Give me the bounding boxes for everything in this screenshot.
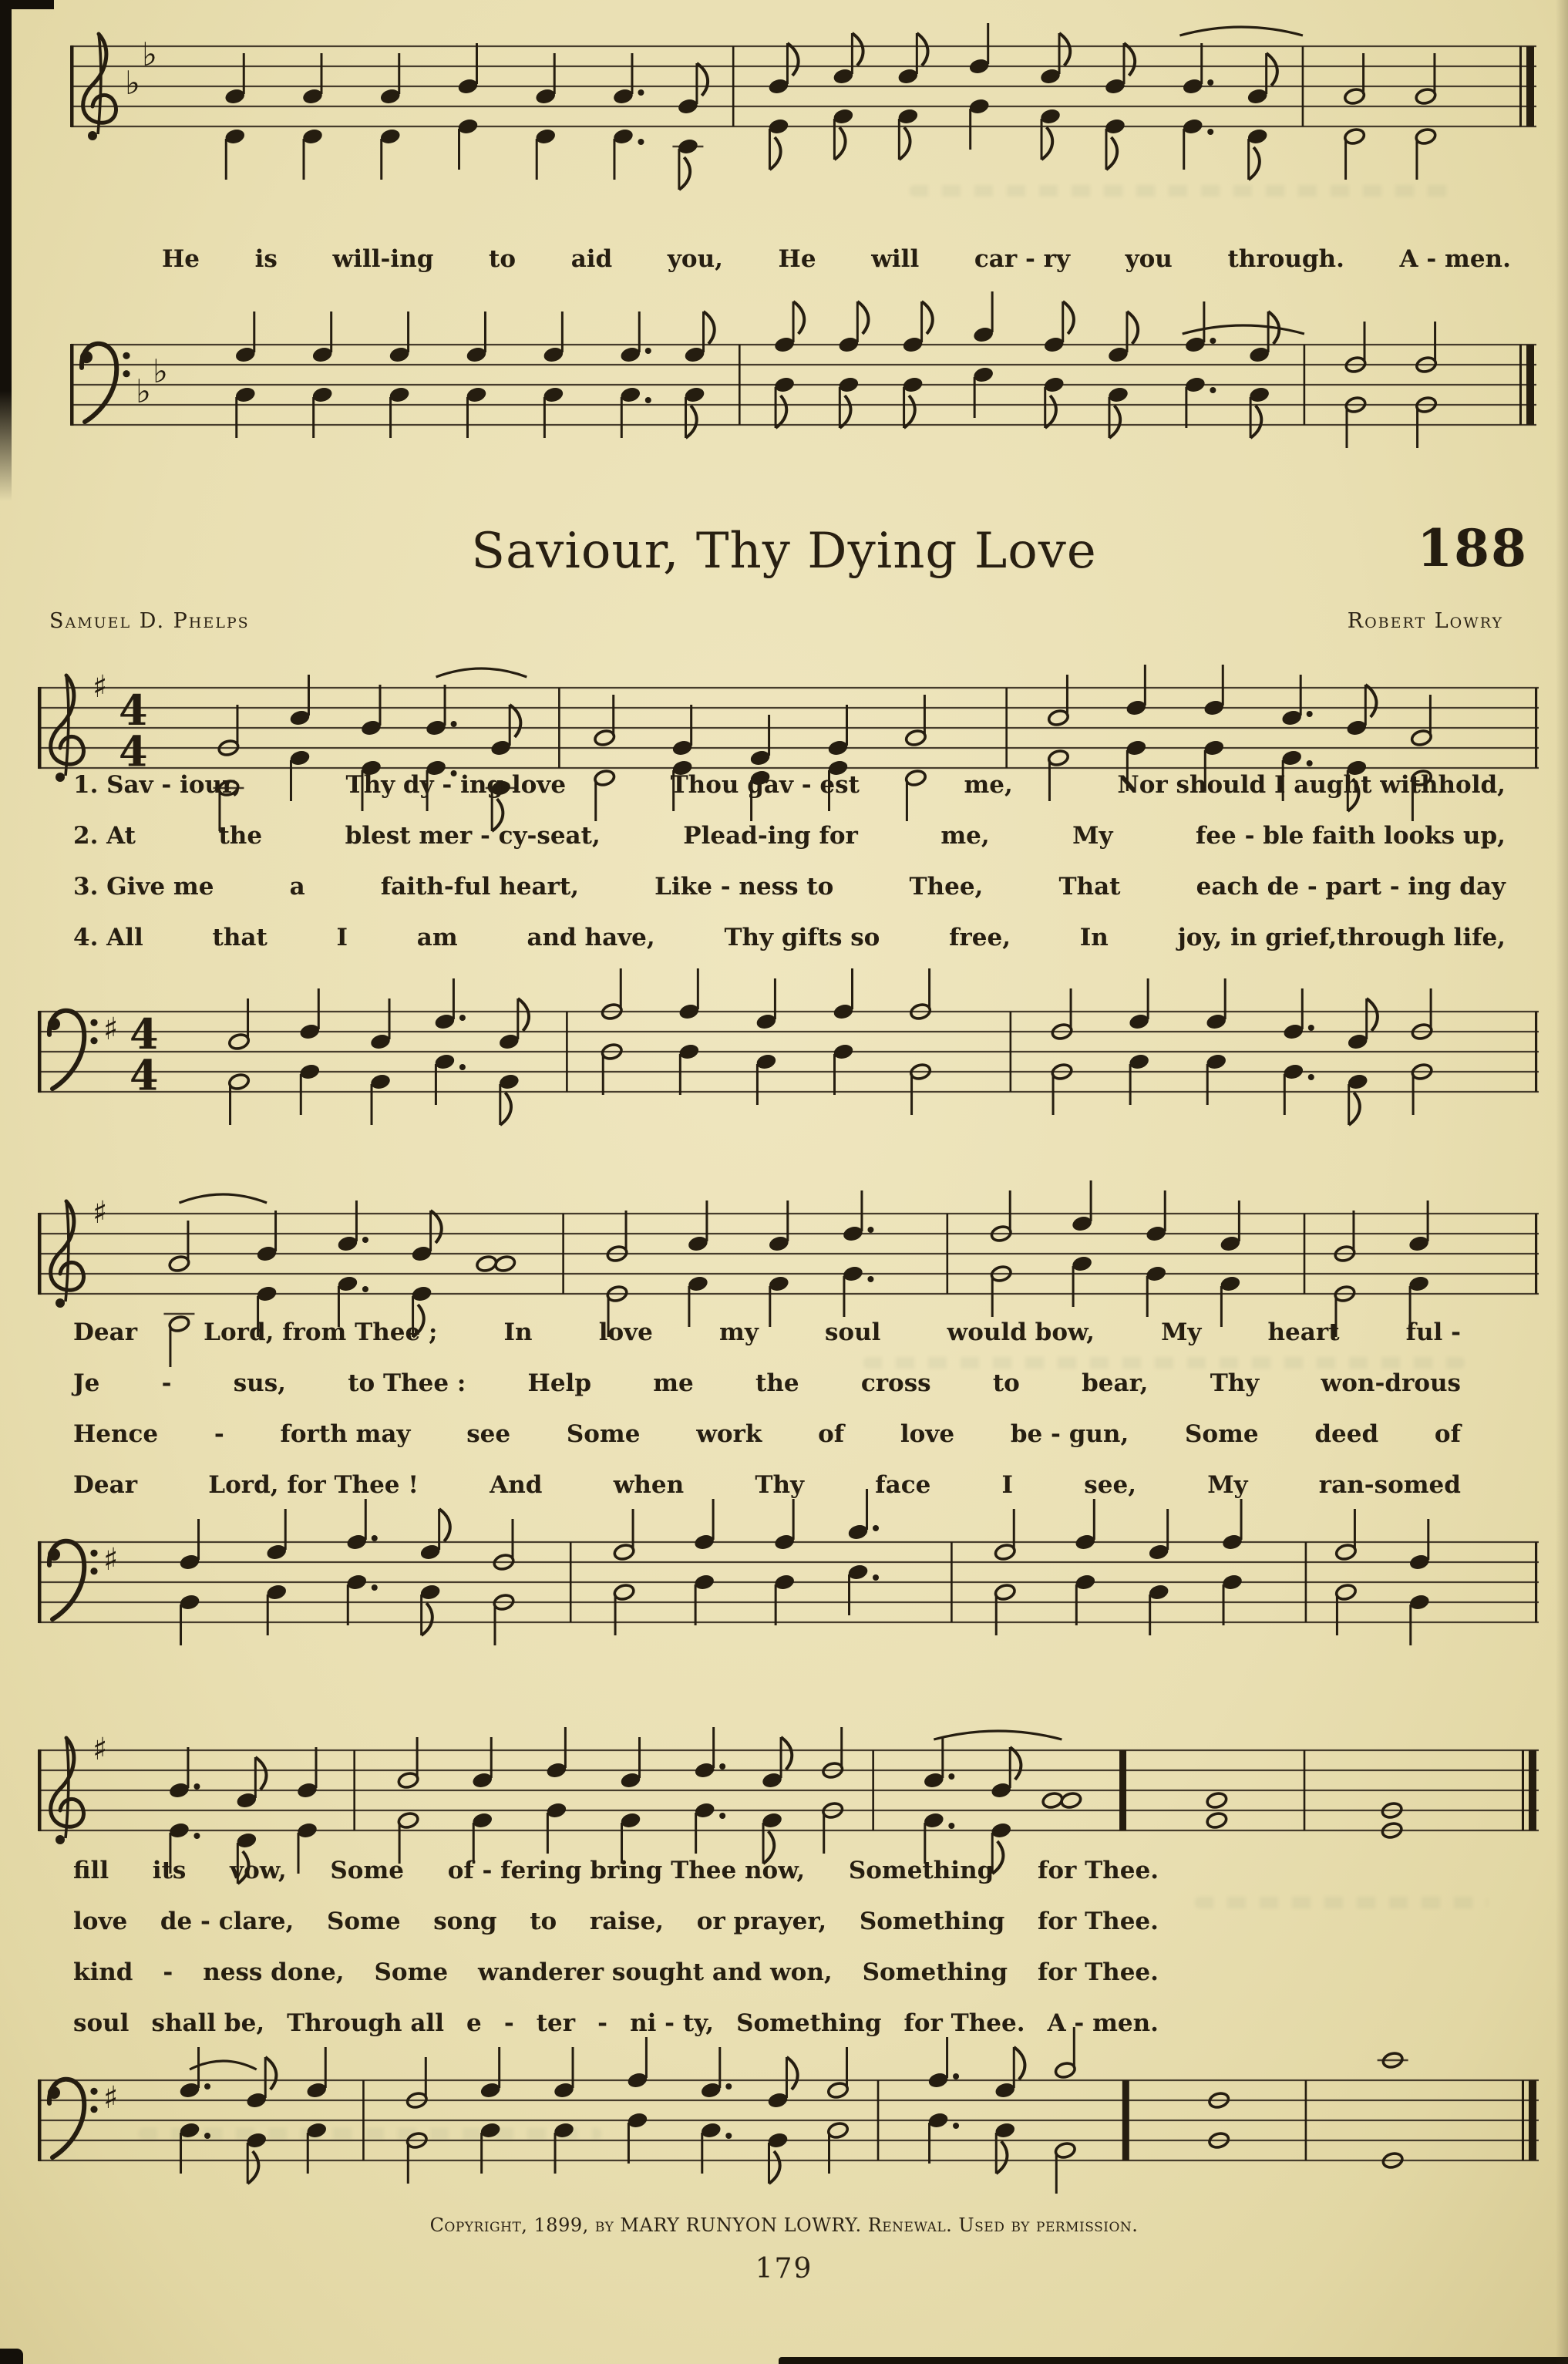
lyric-word: Lord, for Thee ! bbox=[208, 1471, 419, 1499]
svg-text:4: 4 bbox=[130, 1050, 159, 1100]
verse-line-1 bbox=[73, 1857, 1159, 1884]
bleed-through-artifact bbox=[910, 185, 1449, 197]
lyric-word: Thy bbox=[755, 1471, 805, 1499]
lyric-word: and have, bbox=[527, 924, 655, 951]
lyric-word: Through all bbox=[287, 2009, 444, 2037]
lyric-word: me, bbox=[964, 771, 1013, 799]
scan-edge-left bbox=[0, 0, 12, 501]
lyric-word: Thy dy - ing love bbox=[345, 771, 567, 799]
lyric-word: soul bbox=[824, 1318, 881, 1346]
svg-text:♯: ♯ bbox=[93, 1195, 108, 1231]
scan-edge-bottom-right bbox=[779, 2357, 1568, 2364]
lyric-word: the bbox=[218, 822, 263, 850]
lyric-word: In bbox=[503, 1318, 533, 1346]
lyric-word: 2. At bbox=[73, 822, 136, 850]
lyric-word: would bow, bbox=[947, 1318, 1095, 1346]
lyric-word: a bbox=[289, 873, 305, 901]
verse-block-1 bbox=[73, 771, 1506, 975]
lyric-word: love bbox=[900, 1420, 955, 1448]
lyric-word: Some bbox=[326, 1908, 401, 1935]
lyric-word: raise, bbox=[589, 1908, 665, 1935]
lyric-word: And bbox=[490, 1471, 543, 1499]
lyric-word: for Thee. bbox=[1037, 1958, 1159, 1986]
lyric-word: Je bbox=[73, 1369, 100, 1397]
lyric-word: Thy gifts so bbox=[724, 924, 880, 951]
verse-line-4 bbox=[73, 1471, 1461, 1499]
lyric-word: Thou gav - est bbox=[670, 771, 860, 799]
lyric-word: fee - ble faith looks up, bbox=[1196, 822, 1506, 850]
verse-line-4 bbox=[73, 924, 1506, 951]
lyric-word: to bbox=[992, 1369, 1020, 1397]
system1-bass-staff bbox=[37, 973, 1540, 1139]
lyric-word: Dear bbox=[73, 1471, 138, 1499]
lyric-word: Help bbox=[527, 1369, 591, 1397]
svg-text:♯: ♯ bbox=[103, 2080, 119, 2116]
system3-treble-staff bbox=[37, 1709, 1540, 1874]
lyric-word: Some bbox=[1185, 1420, 1259, 1448]
lyric-word: my bbox=[719, 1318, 759, 1346]
lyric-word: My bbox=[1207, 1471, 1248, 1499]
lyric-word: ness done, bbox=[203, 1958, 345, 1986]
hymn-title: Saviour, Thy Dying Love bbox=[471, 523, 1097, 580]
lyric-word: I bbox=[1001, 1471, 1014, 1499]
verse-line-1 bbox=[73, 771, 1506, 799]
lyric-word: Something bbox=[859, 1908, 1005, 1935]
verse-line-3 bbox=[73, 1420, 1461, 1448]
verse-line-3 bbox=[73, 1958, 1159, 1986]
lyric-word: be - gun, bbox=[1010, 1420, 1129, 1448]
lyric-word: soul bbox=[73, 2009, 130, 2037]
lyric-word: 3. Give me bbox=[73, 873, 214, 901]
verse-line-2 bbox=[73, 822, 1506, 850]
lyric-word: e bbox=[466, 2009, 482, 2037]
system3-bass-staff bbox=[37, 2042, 1540, 2211]
svg-text:♯: ♯ bbox=[103, 1542, 119, 1578]
lyric-word: Hence bbox=[73, 1420, 159, 1448]
lyric-word: see, bbox=[1084, 1471, 1136, 1499]
lyric-word: - bbox=[163, 1958, 173, 1986]
lyric-word: for Thee. bbox=[1037, 1908, 1159, 1935]
system2-treble-staff bbox=[37, 1172, 1540, 1338]
lyric-word: love bbox=[73, 1908, 128, 1935]
hymn-author: Samuel D. Phelps bbox=[49, 609, 250, 633]
lyric-word: work bbox=[696, 1420, 762, 1448]
bleed-through-artifact bbox=[1195, 1897, 1488, 1908]
lyric-word: to Thee : bbox=[348, 1369, 466, 1397]
previous-hymn-bass-staff bbox=[69, 305, 1538, 482]
scan-edge-bottom-left bbox=[0, 2349, 23, 2364]
lyric-word: of bbox=[818, 1420, 845, 1448]
page-number: 179 bbox=[755, 2253, 813, 2285]
lyric-word: wanderer sought and won, bbox=[478, 1958, 833, 1986]
lyric-word: He bbox=[778, 245, 816, 273]
lyric-word: you, bbox=[667, 245, 723, 273]
lyric-word: - bbox=[597, 2009, 608, 2037]
lyric-word: me bbox=[653, 1369, 694, 1397]
hymn-composer: Robert Lowry bbox=[1347, 609, 1503, 633]
lyric-word: heart bbox=[1267, 1318, 1340, 1346]
lyric-word: Some bbox=[566, 1420, 641, 1448]
svg-text:♯: ♯ bbox=[93, 669, 108, 705]
lyric-word: you bbox=[1125, 245, 1173, 273]
previous-hymn-treble-staff bbox=[69, 0, 1538, 181]
lyric-word: A - men. bbox=[1047, 2009, 1159, 2037]
lyric-word: bear, bbox=[1082, 1369, 1149, 1397]
lyric-word: Something bbox=[862, 1958, 1008, 1986]
lyric-word: of - fering bring Thee now, bbox=[447, 1857, 806, 1884]
lyric-word: to bbox=[530, 1908, 557, 1935]
lyric-word: - bbox=[503, 2009, 514, 2037]
lyric-word: sus, bbox=[233, 1369, 286, 1397]
svg-text:♯: ♯ bbox=[103, 1012, 119, 1047]
lyric-word: of bbox=[1434, 1420, 1461, 1448]
lyric-word: or prayer, bbox=[696, 1908, 827, 1935]
lyric-word: am bbox=[416, 924, 458, 951]
lyric-word: I bbox=[336, 924, 348, 951]
lyric-word: free, bbox=[949, 924, 1011, 951]
lyric-word: for Thee. bbox=[903, 2009, 1025, 2037]
lyric-word: that bbox=[212, 924, 268, 951]
lyric-word: is bbox=[254, 245, 278, 273]
copyright-notice: Copyright, 1899, by MARY RUNYON LOWRY. Renewal. Used by permission. bbox=[429, 2214, 1139, 2236]
lyric-word: cross bbox=[860, 1369, 931, 1397]
lyric-word: when bbox=[613, 1471, 685, 1499]
lyric-word: car - ry bbox=[974, 245, 1070, 273]
lyric-word: Something bbox=[848, 1857, 994, 1884]
lyric-word: fill bbox=[73, 1857, 109, 1884]
hymn-number: 188 bbox=[1417, 518, 1528, 578]
lyric-word: deed bbox=[1314, 1420, 1379, 1448]
lyric-word: Some bbox=[374, 1958, 449, 1986]
svg-text:4: 4 bbox=[119, 685, 148, 736]
lyric-word: 1. Sav - iour, bbox=[73, 771, 241, 799]
verse-line-2 bbox=[73, 1369, 1461, 1397]
lyric-word: forth may bbox=[280, 1420, 411, 1448]
lyric-word: Dear bbox=[73, 1318, 138, 1346]
lyric-word: to bbox=[489, 245, 516, 273]
lyric-word: through. bbox=[1227, 245, 1344, 273]
lyric-word: 4. All bbox=[73, 924, 143, 951]
lyric-word: Plead-ing for bbox=[683, 822, 858, 850]
lyric-word: - bbox=[161, 1369, 172, 1397]
lyric-word: He bbox=[162, 245, 200, 273]
lyric-word: kind bbox=[73, 1958, 133, 1986]
lyric-word: That bbox=[1058, 873, 1121, 901]
lyric-word: In bbox=[1079, 924, 1109, 951]
lyric-word: Nor should I aught withhold, bbox=[1117, 771, 1506, 799]
lyric-word: - bbox=[214, 1420, 224, 1448]
lyric-word: aid bbox=[570, 245, 613, 273]
lyric-word: Lord, from Thee ; bbox=[204, 1318, 438, 1346]
lyric-word: ter bbox=[536, 2009, 576, 2037]
lyric-word: ful - bbox=[1405, 1318, 1461, 1346]
lyric-word: blest mer - cy-seat, bbox=[345, 822, 601, 850]
previous-hymn-lyric-line bbox=[162, 245, 1511, 273]
lyric-word: My bbox=[1161, 1318, 1202, 1346]
lyric-word: me, bbox=[940, 822, 990, 850]
scan-edge-right bbox=[1556, 0, 1568, 2364]
svg-text:♭: ♭ bbox=[142, 35, 157, 73]
verse-line-1 bbox=[73, 1318, 1461, 1346]
verse-line-4 bbox=[73, 2009, 1159, 2037]
lyric-word: its bbox=[152, 1857, 187, 1884]
lyric-word: vow, bbox=[230, 1857, 287, 1884]
hymn-header bbox=[0, 518, 1568, 580]
verse-block-3 bbox=[73, 1857, 1159, 2060]
lyric-word: face bbox=[875, 1471, 931, 1499]
lyric-word: will-ing bbox=[332, 245, 434, 273]
scan-edge-top-left bbox=[0, 0, 54, 9]
lyric-word: My bbox=[1072, 822, 1113, 850]
lyric-word: Thee, bbox=[909, 873, 984, 901]
lyric-word: see bbox=[466, 1420, 511, 1448]
lyric-word: song bbox=[433, 1908, 497, 1935]
svg-text:4: 4 bbox=[119, 726, 148, 776]
lyric-word: ni - ty, bbox=[630, 2009, 715, 2037]
lyric-word: A - men. bbox=[1399, 245, 1511, 273]
lyric-word: de - clare, bbox=[160, 1908, 294, 1935]
svg-text:♭: ♭ bbox=[153, 352, 168, 390]
lyric-word: Some bbox=[330, 1857, 404, 1884]
svg-text:♭: ♭ bbox=[125, 64, 140, 102]
lyric-word: Something bbox=[736, 2009, 882, 2037]
verse-line-3 bbox=[73, 873, 1506, 901]
svg-text:♯: ♯ bbox=[93, 1732, 108, 1767]
lyric-word: faith-ful heart, bbox=[380, 873, 580, 901]
lyric-word: will bbox=[871, 245, 920, 273]
verse-line-2 bbox=[73, 1908, 1159, 1935]
system2-bass-staff bbox=[37, 1504, 1540, 1669]
lyric-word: won-drous bbox=[1321, 1369, 1461, 1397]
lyric-word: each de - part - ing day bbox=[1196, 873, 1506, 901]
lyric-word: for Thee. bbox=[1038, 1857, 1159, 1884]
svg-text:♭: ♭ bbox=[136, 372, 151, 410]
lyric-word: Like - ness to bbox=[654, 873, 834, 901]
lyric-word: ran-somed bbox=[1318, 1471, 1461, 1499]
lyric-word: Thy bbox=[1210, 1369, 1260, 1397]
lyric-word: joy, in grief,through life, bbox=[1177, 924, 1506, 951]
lyric-word: the bbox=[755, 1369, 799, 1397]
lyric-word: love bbox=[598, 1318, 653, 1346]
verse-block-2 bbox=[73, 1318, 1461, 1522]
svg-text:4: 4 bbox=[130, 1009, 159, 1059]
lyric-word: shall be, bbox=[151, 2009, 265, 2037]
